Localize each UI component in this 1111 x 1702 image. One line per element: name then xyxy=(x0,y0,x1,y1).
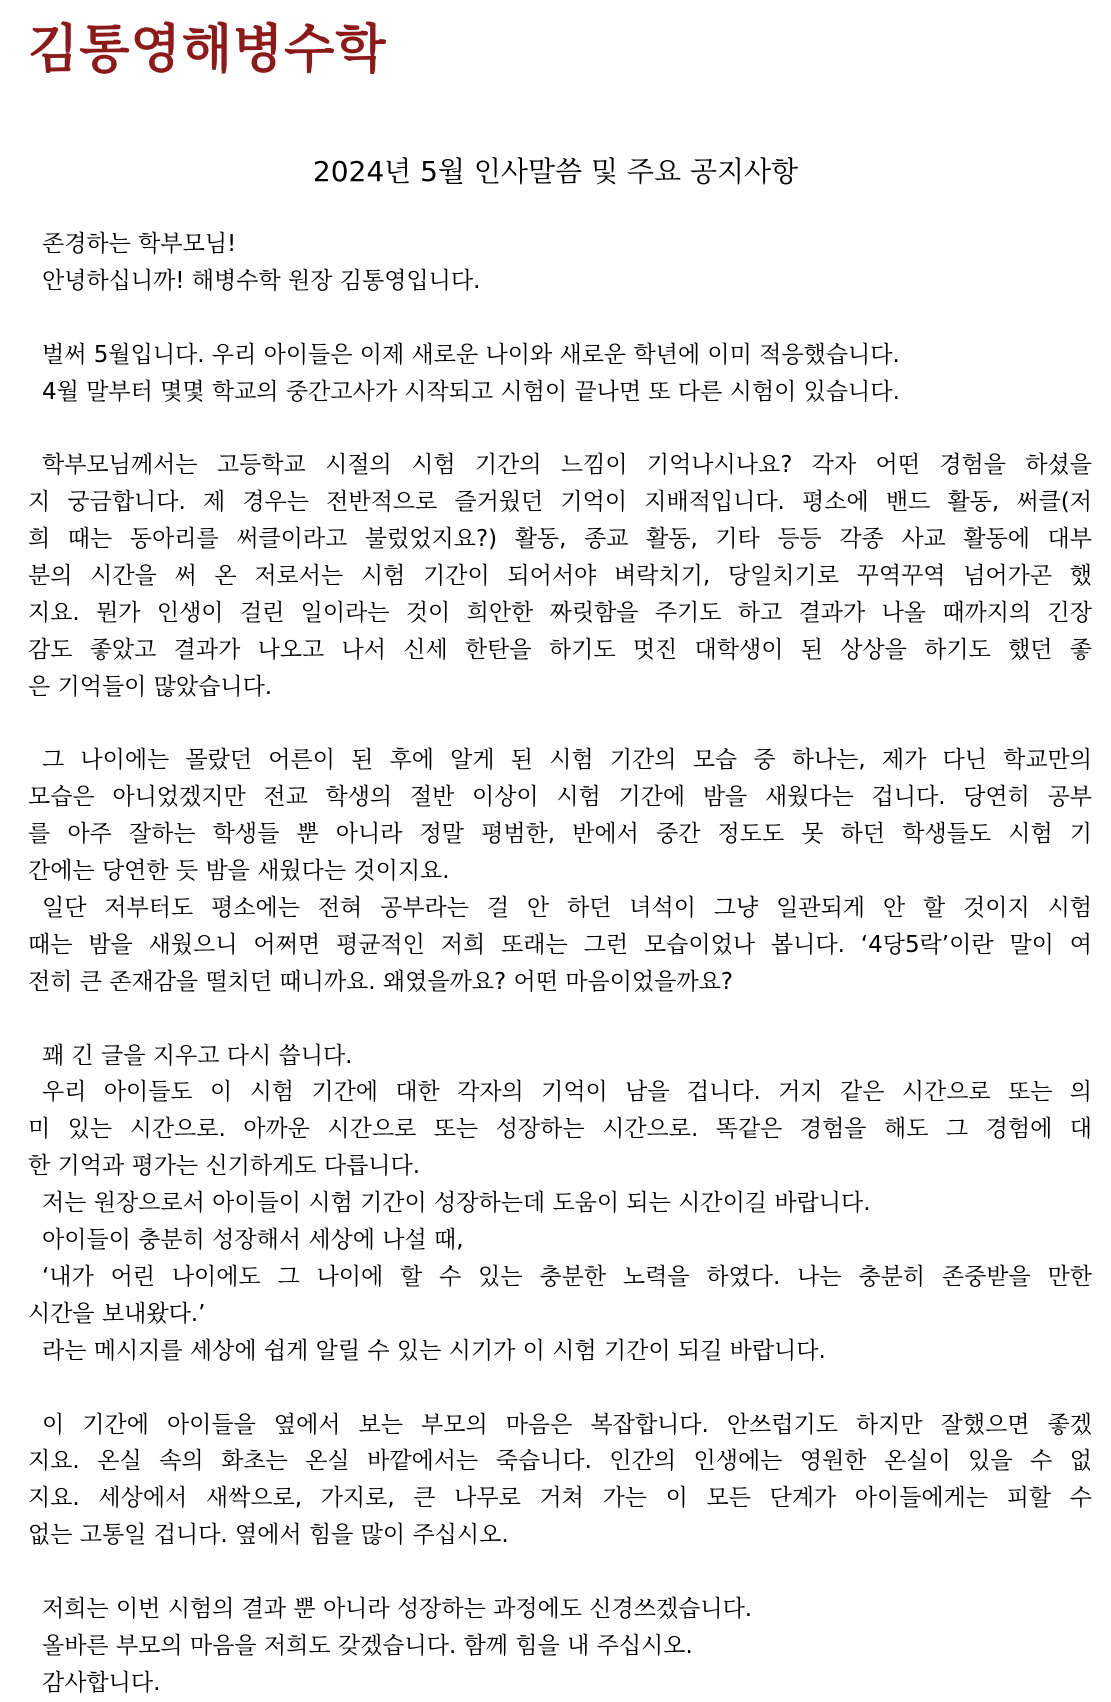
paragraph-line: 감도 좋았고 결과가 나오고 나서 신세 한탄을 하기도 멋진 대학생이 된 상상을 하기도 했던 좋 xyxy=(28,636,1092,663)
paragraph-line: 희 때는 동아리를 써클이라고 불렀었지요?) 활동, 종교 활동, 기타 등등 각종 사교 활동에 대부 xyxy=(28,526,1092,553)
quote-line: ‘내가 어린 나이에도 그 나이에 할 수 있는 충분한 노력을 하였다. 나는 충분히 존중받을 만한 xyxy=(42,1263,1092,1290)
paragraph-line: 벌써 5월입니다. 우리 아이들은 이제 새로운 나이와 새로운 학년에 이미 적응했습니다. xyxy=(42,341,900,368)
paragraph-line: 지요. 온실 속의 화초는 온실 바깥에서는 죽습니다. 인간의 인생에는 영원한 온실이 있을 수 없 xyxy=(28,1448,1092,1475)
paragraph-line: 저는 원장으로서 아이들이 시험 기간이 성장하는데 도움이 되는 시간이길 바랍니다. xyxy=(42,1190,871,1217)
paragraph-line: 간에는 당연한 듯 밤을 새웠다는 것이지요. xyxy=(28,858,450,885)
paragraph-line: 지요. 뭔가 인생이 걸린 일이라는 것이 희안한 짜릿함을 주기도 하고 결과가 나올 때까지의 긴장 xyxy=(28,599,1092,626)
paragraph-line: 미 있는 시간으로. 아까운 시간으로 또는 성장하는 시간으로. 똑같은 경험을 해도 그 경험에 대 xyxy=(28,1116,1092,1143)
paragraph-line: 지 궁금합니다. 제 경우는 전반적으로 즐거웠던 기억이 지배적입니다. 평소에 밴드 활동, 써클(저 xyxy=(28,489,1092,516)
paragraph-line: 우리 아이들도 이 시험 기간에 대한 각자의 기억이 남을 겁니다. 거지 같은 시간으로 또는 의 xyxy=(42,1079,1092,1106)
paragraph-line: 라는 메시지를 세상에 쉽게 알릴 수 있는 시기가 이 시험 기간이 되길 바랍니다. xyxy=(42,1337,826,1364)
academy-logo: 김통영해병수학 xyxy=(28,19,387,80)
paragraph-line: 학부모님께서는 고등학교 시절의 시험 기간의 느낌이 기억나시나요? 각자 어떤 경험을 하셨을 xyxy=(42,452,1092,479)
paragraph-line: 때는 밤을 새웠으니 어쩌면 평균적인 저희 또래는 그런 모습이었나 봅니다. ‘4당5락’이란 말이 여 xyxy=(28,931,1092,958)
paragraph-line: 없는 고통일 겁니다. 옆에서 힘을 많이 주십시오. xyxy=(28,1522,509,1549)
paragraph-line: 아이들이 충분히 성장해서 세상에 나설 때, xyxy=(42,1227,464,1254)
paragraph-line: 지요. 세상에서 새싹으로, 가지로, 큰 나무로 거쳐 가는 이 모든 단계가 아이들에게는 피할 수 xyxy=(28,1485,1092,1512)
paragraph-line: 꽤 긴 글을 지우고 다시 씁니다. xyxy=(42,1042,353,1069)
paragraph-line: 를 아주 잘하는 학생들 뿐 아니라 정말 평범한, 반에서 중간 정도도 못 하던 학생들도 시험 기 xyxy=(28,821,1092,848)
paragraph-line: 4월 말부터 몇몇 학교의 중간고사가 시작되고 시험이 끝나면 또 다른 시험이 있습니다. xyxy=(42,378,900,405)
closing-line: 올바른 부모의 마음을 저희도 갖겠습니다. 함께 힘을 내 주십시오. xyxy=(42,1632,693,1659)
paragraph-line: 모습은 아니었겠지만 전교 학생의 절반 이상이 시험 기간에 밤을 새웠다는 겁니다. 당연히 공부 xyxy=(28,784,1092,811)
closing-line: 감사합니다. xyxy=(42,1669,161,1696)
letter-body xyxy=(28,226,1092,1702)
closing-line: 저희는 이번 시험의 결과 뿐 아니라 성장하는 과정에도 신경쓰겠습니다. xyxy=(42,1595,753,1622)
greeting-line: 안녕하십니까! 해병수학 원장 김통영입니다. xyxy=(42,267,481,294)
paragraph-line: 한 기억과 평가는 신기하게도 다릅니다. xyxy=(28,1153,421,1180)
page-title: 2024년 5월 인사말씀 및 주요 공지사항 xyxy=(312,155,799,188)
paragraph-line: 그 나이에는 몰랐던 어른이 된 후에 알게 된 시험 기간의 모습 중 하나는, 제가 다닌 학교만의 xyxy=(42,747,1092,774)
quote-line: 시간을 보내왔다.’ xyxy=(28,1300,206,1327)
greeting-line: 존경하는 학부모님! xyxy=(42,231,237,257)
paragraph-line: 분의 시간을 써 온 저로서는 시험 기간이 되어서야 벼락치기, 당일치기로 꾸역꾸역 넘어가곤 했 xyxy=(28,563,1092,590)
paragraph-line: 일단 저부터도 평소에는 전혀 공부라는 걸 안 하던 녀석이 그냥 일관되게 안 할 것이지 시험 xyxy=(42,895,1092,922)
paragraph-line: 이 기간에 아이들을 옆에서 보는 부모의 마음은 복잡합니다. 안쓰럽기도 하지만 잘했으면 좋겠 xyxy=(42,1411,1092,1438)
paragraph-line: 전히 큰 존재감을 떨치던 때니까요. 왜였을까요? 어떤 마음이었을까요? xyxy=(28,968,734,995)
paragraph-line: 은 기억들이 많았습니다. xyxy=(28,673,273,700)
